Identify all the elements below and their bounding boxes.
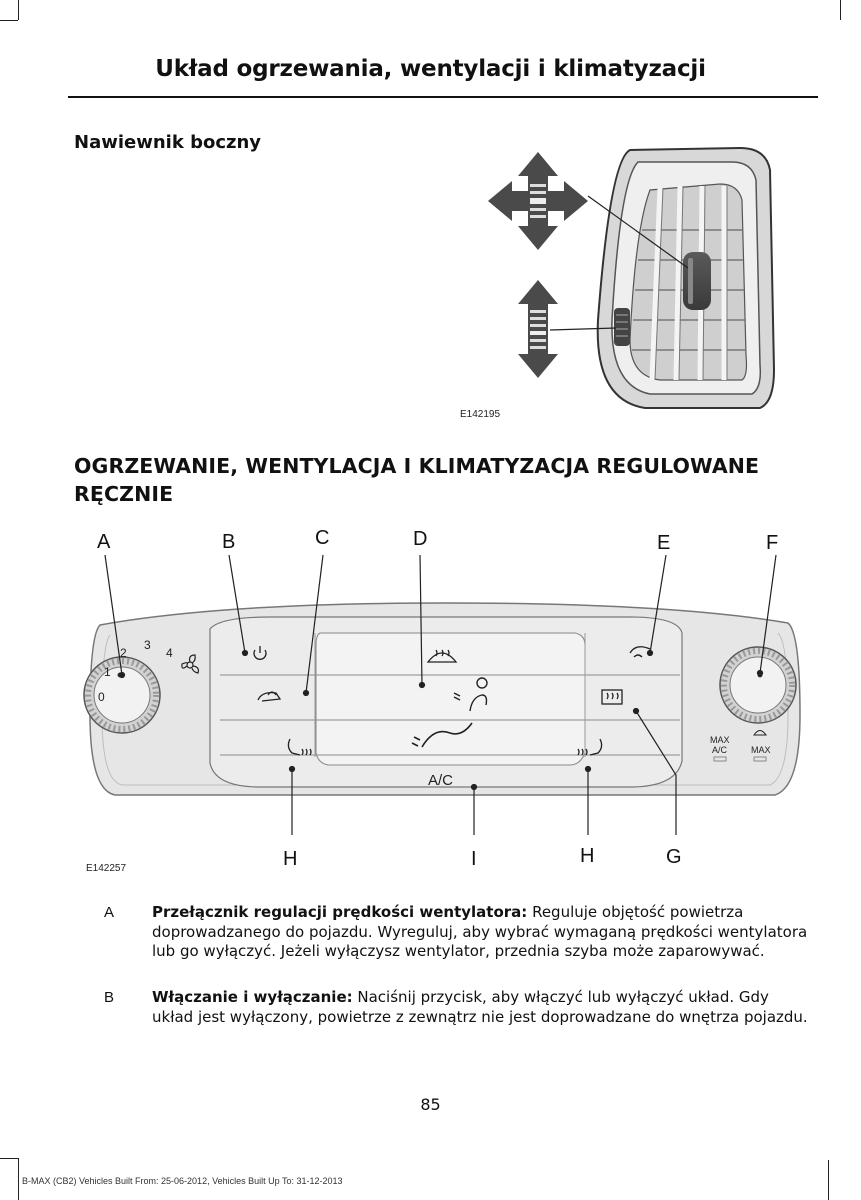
figure-id: E142257 bbox=[86, 863, 127, 874]
item-term: Przełącznik regulacji prędkości wentylatora: bbox=[152, 903, 528, 921]
crop-mark bbox=[0, 1158, 18, 1159]
callout-label: G bbox=[666, 846, 682, 868]
dial-number: 4 bbox=[166, 646, 173, 660]
max-ac-label: A/C bbox=[712, 745, 728, 755]
description-item-a bbox=[74, 903, 814, 962]
crop-mark bbox=[18, 0, 19, 20]
item-text: Reguluje objętość powietrza doprowadzanego do pojazdu. Wyreguluj, aby wybrać wymaganą prędkości wentylatora lub go wyłączyć. Jeżeli wyłączysz wentylator, przednia szyba może zaparowywać. bbox=[152, 903, 808, 960]
climate-panel-illustration bbox=[70, 525, 830, 875]
footer-text: B-MAX (CB2) Vehicles Built From: 25-06-2012, Vehicles Built Up To: 31-12-2013 bbox=[22, 1176, 343, 1186]
callout-label: F bbox=[766, 532, 779, 554]
title-divider bbox=[68, 96, 818, 98]
callout-label: I bbox=[471, 848, 477, 870]
max-defrost-label: MAX bbox=[751, 745, 771, 755]
item-text: Naciśnij przycisk, aby włączyć lub wyłączyć układ. Gdy układ jest wyłączony, powietrze z zewnątrz nie jest doprowadzane do wnętrza pojazdu. bbox=[152, 988, 808, 1026]
crop-mark bbox=[18, 1158, 19, 1200]
crop-mark bbox=[828, 1160, 829, 1200]
up-down-arrow-icon bbox=[518, 280, 558, 378]
subsection-heading: Nawiewnik boczny bbox=[74, 132, 262, 153]
section-heading: OGRZEWANIE, WENTYLACJA I KLIMATYZACJA REGULOWANE RĘCZNIE bbox=[74, 454, 760, 506]
callout-label: D bbox=[413, 528, 428, 550]
item-body bbox=[152, 903, 814, 962]
callout-label: A bbox=[97, 531, 111, 553]
four-way-arrow-icon bbox=[488, 152, 588, 250]
crop-mark bbox=[0, 20, 18, 21]
side-vent-illustration bbox=[470, 140, 810, 420]
temperature-knob bbox=[720, 647, 796, 723]
fan-speed-knob bbox=[84, 657, 160, 733]
callout-label: C bbox=[315, 527, 330, 549]
dial-number: 1 bbox=[104, 665, 111, 679]
max-ac-label: MAX bbox=[710, 735, 730, 745]
description-item-b bbox=[74, 988, 814, 1027]
dial-number: 0 bbox=[98, 690, 105, 704]
callout-label: H bbox=[283, 848, 298, 870]
item-term: Włączanie i wyłączanie: bbox=[152, 988, 353, 1006]
dial-number: 2 bbox=[120, 646, 127, 660]
page-number: 85 bbox=[420, 1095, 441, 1114]
figure-id: E142195 bbox=[460, 409, 501, 420]
page-title: Układ ogrzewania, wentylacji i klimatyzacji bbox=[155, 56, 706, 82]
ac-button-label: A/C bbox=[428, 772, 454, 789]
dial-number: 3 bbox=[144, 638, 151, 652]
item-body bbox=[152, 988, 814, 1027]
callout-label: B bbox=[222, 531, 236, 553]
crop-mark bbox=[840, 0, 841, 20]
item-key: A bbox=[104, 904, 115, 921]
callout-label: E bbox=[657, 532, 671, 554]
item-key: B bbox=[104, 989, 115, 1006]
callout-label: H bbox=[580, 845, 595, 867]
